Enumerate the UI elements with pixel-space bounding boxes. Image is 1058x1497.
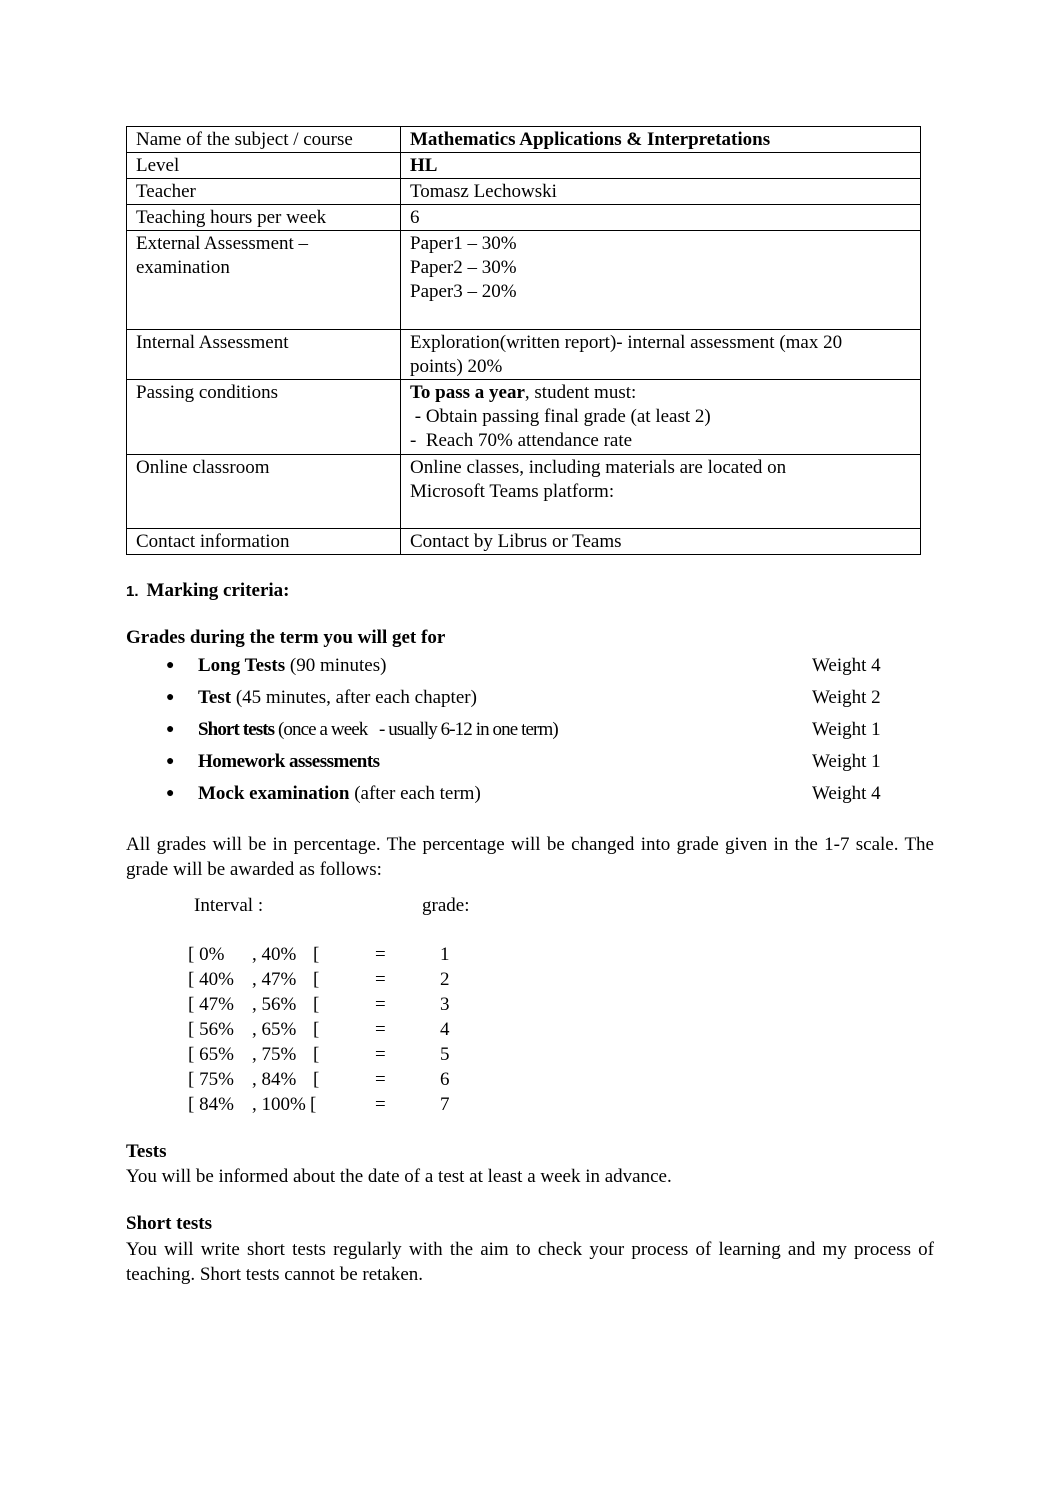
row-value: Contact by Librus or Teams: [401, 529, 921, 555]
interval-open: [ 0%: [188, 944, 225, 965]
table-row: [127, 153, 921, 179]
interval-open: [ 47%: [188, 994, 234, 1015]
table-row: [127, 455, 921, 529]
table-row: [127, 179, 921, 205]
interval-row: [180, 1017, 480, 1042]
section-number: 1.: [126, 583, 139, 600]
interval-open: [ 75%: [188, 1069, 234, 1090]
item-label: [198, 682, 477, 714]
row-label: Name of the subject / course: [127, 127, 401, 153]
equals-sign: =: [375, 969, 386, 990]
bullet-icon: ●: [166, 690, 175, 705]
equals-sign: =: [375, 944, 386, 965]
grade-label: grade:: [422, 895, 470, 916]
interval-to: , 84%: [252, 1069, 297, 1090]
interval-to: , 75%: [252, 1044, 297, 1065]
row-value: [401, 231, 921, 330]
list-item: [126, 778, 906, 810]
item-weight: Weight 2: [812, 687, 881, 708]
value-line: points) 20%: [410, 356, 503, 377]
value-rest: , student must:: [524, 382, 637, 403]
value-line: Paper1 – 30%: [410, 233, 517, 254]
row-value: [401, 330, 921, 380]
label-line: examination: [136, 257, 230, 278]
short-tests-paragraph: You will write short tests regularly with the aim to check your process of learning and my process of teaching. Short tests cannot be retaken.: [126, 1239, 934, 1285]
row-label: Passing conditions: [127, 380, 401, 455]
row-value: [401, 455, 921, 529]
list-item: [126, 682, 906, 714]
item-weight: Weight 4: [812, 783, 881, 804]
interval-row: [180, 1042, 480, 1067]
item-label: [198, 746, 380, 778]
row-label: Internal Assessment: [127, 330, 401, 380]
bullet-icon: ●: [166, 658, 175, 673]
interval-row: [180, 1067, 480, 1092]
list-item: [126, 746, 906, 778]
row-value: 6: [401, 205, 921, 231]
interval-close: [: [313, 994, 320, 1015]
bullet-icon: ●: [166, 722, 175, 737]
value-line: [410, 381, 911, 405]
row-label: Teacher: [127, 179, 401, 205]
bullet-icon: ●: [166, 786, 175, 801]
interval-to: , 65%: [252, 1019, 297, 1040]
list-item: [126, 650, 906, 682]
table-row: [127, 330, 921, 380]
item-weight: Weight 4: [812, 655, 881, 676]
row-label: Level: [127, 153, 401, 179]
interval-grade: 5: [440, 1044, 450, 1065]
equals-sign: =: [375, 1044, 386, 1065]
tests-paragraph: You will be informed about the date of a test at least a week in advance.: [126, 1166, 672, 1187]
interval-close: [: [313, 1069, 320, 1090]
item-bold: Homework assessments: [198, 751, 380, 772]
value-line: Exploration(written report)- internal assessment (max 20: [410, 332, 843, 353]
item-rest: (45 minutes, after each chapter): [231, 687, 477, 708]
grades-list: [126, 650, 906, 810]
item-weight: Weight 1: [812, 751, 881, 772]
value-line: - Obtain passing final grade (at least 2): [410, 406, 711, 427]
percentage-paragraph: All grades will be in percentage. The percentage will be changed into grade given in the 1-7 scale. The grade will be awarded as follows:: [126, 834, 934, 880]
course-info-table: [126, 126, 921, 555]
interval-grade: 2: [440, 969, 450, 990]
table-row: [127, 529, 921, 555]
row-label: Contact information: [127, 529, 401, 555]
equals-sign: =: [375, 1094, 386, 1115]
row-value: Tomasz Lechowski: [401, 179, 921, 205]
grades-subheading: Grades during the term you will get for: [126, 627, 446, 648]
row-label: [127, 231, 401, 330]
interval-grade: 7: [440, 1094, 450, 1115]
item-rest: (once a week - usually 6-12 in one term): [274, 719, 558, 740]
interval-label: Interval :: [194, 895, 264, 916]
interval-row: [180, 942, 480, 967]
value-line: Paper2 – 30%: [410, 257, 517, 278]
interval-close: [: [313, 1044, 320, 1065]
item-rest: (90 minutes): [285, 655, 387, 676]
row-value: Mathematics Applications & Interpretations: [401, 127, 921, 153]
interval-to: , 40%: [252, 944, 297, 965]
row-value: HL: [401, 153, 921, 179]
interval-close: [: [310, 1094, 317, 1115]
label-line: External Assessment –: [136, 233, 309, 254]
list-item: [126, 714, 906, 746]
item-label: [198, 778, 481, 810]
item-label: [198, 650, 386, 682]
item-rest: (after each term): [349, 783, 481, 804]
interval-open: [ 40%: [188, 969, 234, 990]
item-bold: Long Tests: [198, 655, 286, 676]
item-weight: Weight 1: [812, 719, 881, 740]
section-title: Marking criteria:: [146, 580, 290, 601]
table-row: [127, 127, 921, 153]
interval-close: [: [313, 969, 320, 990]
bullet-icon: ●: [166, 754, 175, 769]
interval-close: [: [313, 1019, 320, 1040]
table-row: [127, 205, 921, 231]
interval-open: [ 65%: [188, 1044, 234, 1065]
interval-to: , 47%: [252, 969, 297, 990]
value-line: Online classes, including materials are located on: [410, 457, 787, 478]
value-line: Microsoft Teams platform:: [410, 481, 615, 502]
equals-sign: =: [375, 1069, 386, 1090]
interval-row: [180, 992, 480, 1017]
interval-grade: 6: [440, 1069, 450, 1090]
value-bold: To pass a year: [410, 382, 525, 403]
row-label: Online classroom: [127, 455, 401, 529]
item-bold: Short tests: [198, 719, 275, 740]
row-value: [401, 380, 921, 455]
value-line: Paper3 – 20%: [410, 281, 517, 302]
marking-criteria-heading: [126, 580, 290, 602]
interval-row: [180, 1092, 480, 1117]
interval-grade: 1: [440, 944, 450, 965]
item-bold: Mock examination: [198, 783, 350, 804]
item-label: [198, 714, 558, 746]
interval-grade: 4: [440, 1019, 450, 1040]
interval-to: , 100%: [252, 1094, 306, 1115]
tests-heading: Tests: [126, 1141, 167, 1162]
short-tests-heading: Short tests: [126, 1213, 213, 1234]
interval-row: [180, 967, 480, 992]
equals-sign: =: [375, 1019, 386, 1040]
interval-open: [ 84%: [188, 1094, 234, 1115]
row-label: Teaching hours per week: [127, 205, 401, 231]
value-line: - Reach 70% attendance rate: [410, 430, 633, 451]
table-row: [127, 231, 921, 330]
item-bold: Test: [198, 687, 232, 708]
table-row: [127, 380, 921, 455]
interval-open: [ 56%: [188, 1019, 234, 1040]
interval-to: , 56%: [252, 994, 297, 1015]
interval-table: [180, 942, 480, 1117]
equals-sign: =: [375, 994, 386, 1015]
interval-close: [: [313, 944, 320, 965]
interval-grade: 3: [440, 994, 450, 1015]
